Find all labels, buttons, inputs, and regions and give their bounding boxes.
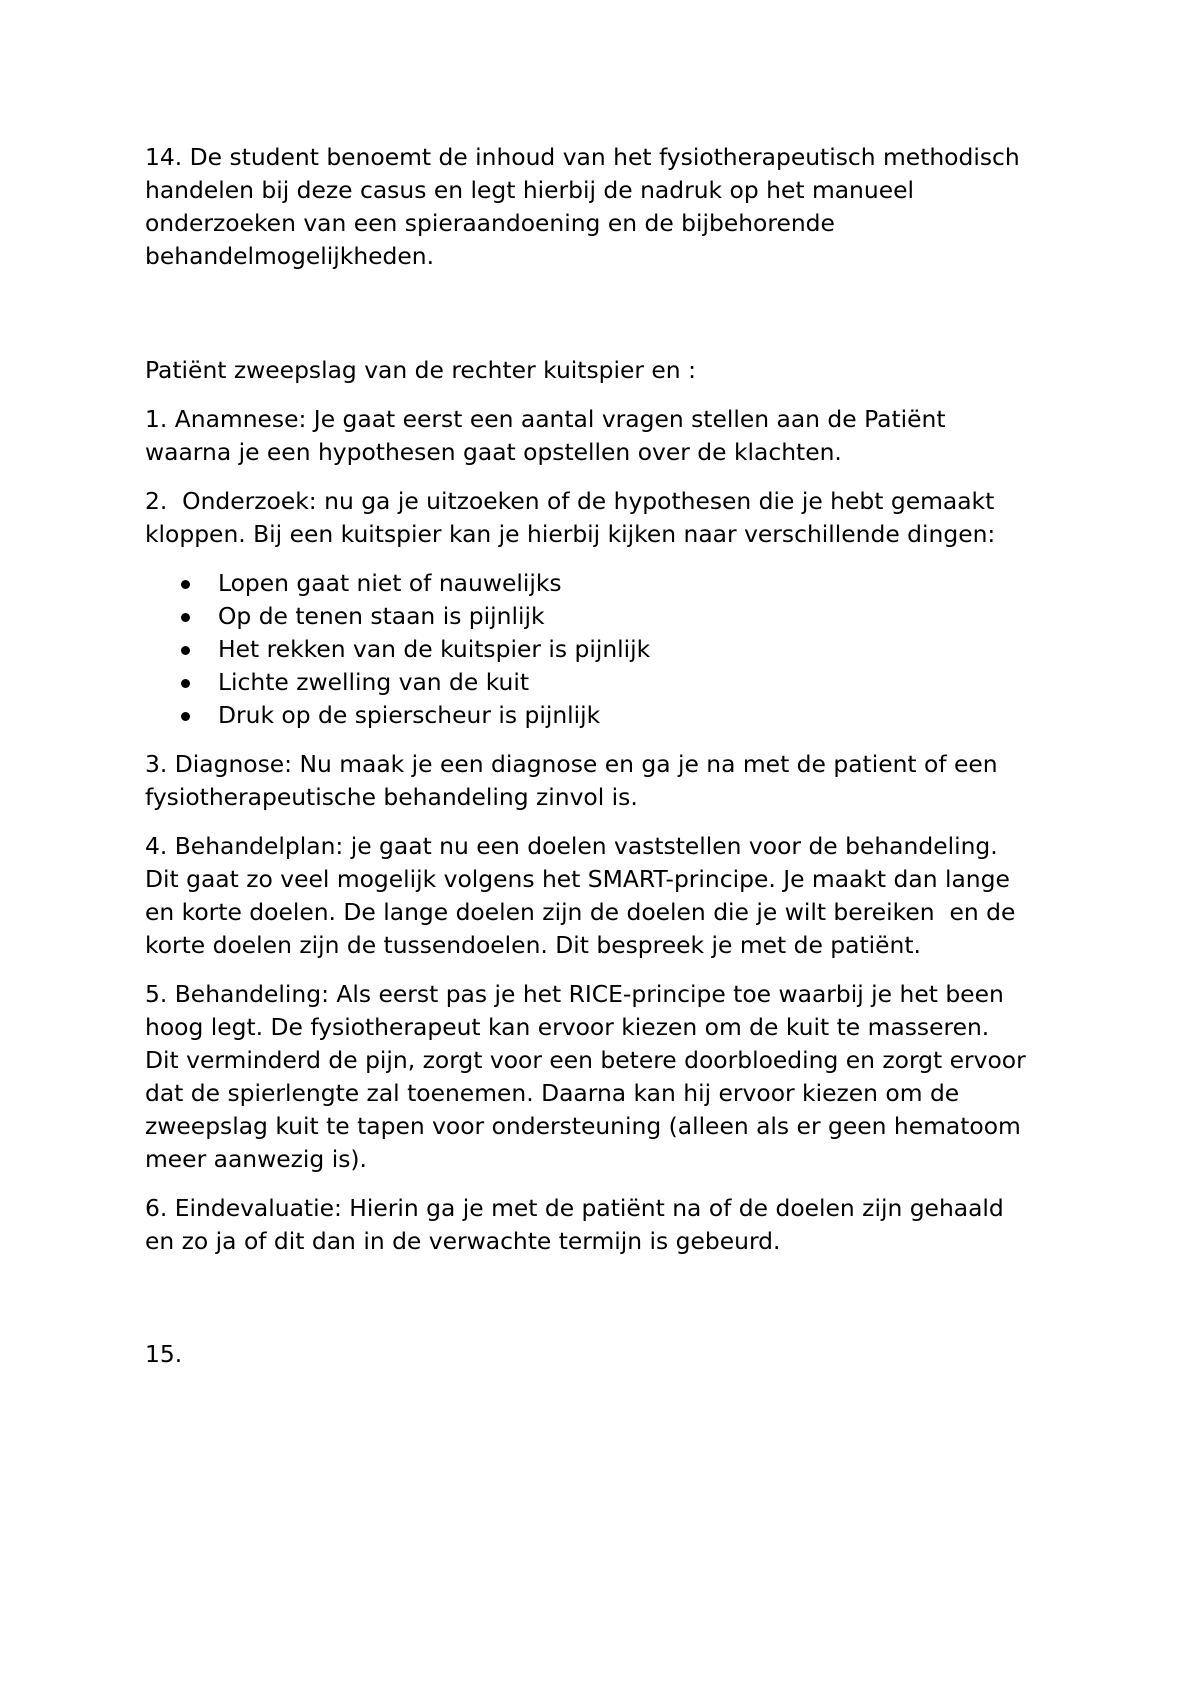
list-item: Het rekken van de kuitspier is pijnlijk [145, 633, 1075, 666]
list-item: Druk op de spierscheur is pijnlijk [145, 699, 1075, 732]
question-14: 14. De student benoemt de inhoud van het fysiotherapeutisch methodisch handelen bij deze casus en legt hierbij de nadruk op het manueel onderzoeken van een spieraandoening en de bijbehorende behandelmogelijkheden. [145, 143, 1020, 270]
bullet-icon [181, 679, 190, 688]
step-onderzoek: 2. Onderzoek: nu ga je uitzoeken of de hypothesen die je hebt gemaakt kloppen. Bij een kuitspier kan je hierbij kijken naar verschillende dingen: [145, 487, 996, 548]
step-behandelplan: 4. Behandelplan: je gaat nu een doelen vaststellen voor de behandeling. Dit gaat zo veel mogelijk volgens het SMART-principe. Je maakt dan lange en korte doelen. De lange doelen zijn de doelen die je wilt bereiken en de korte doelen zijn de tussendoelen. Dit bespreek je met de patiënt. [145, 832, 1016, 959]
bullet-icon [181, 712, 190, 721]
list-item: Lopen gaat niet of nauwelijks [145, 567, 1075, 600]
step-diagnose: 3. Diagnose: Nu maak je een diagnose en ga je na met de patient of een fysiotherapeutische behandeling zinvol is. [145, 750, 998, 811]
list-item: Lichte zwelling van de kuit [145, 666, 1075, 699]
step-anamnese: 1. Anamnese: Je gaat eerst een aantal vragen stellen aan de Patiënt waarna je een hypothesen gaat opstellen over de klachten. [145, 405, 946, 466]
symptom-list [145, 567, 1075, 732]
bullet-icon [181, 580, 190, 589]
document-body [145, 141, 1075, 1371]
bullet-icon [181, 646, 190, 655]
step-behandeling: 5. Behandeling: Als eerst pas je het RICE-principe toe waarbij je het been hoog legt. De fysiotherapeut kan ervoor kiezen om de kuit te masseren. Dit verminderd de pijn, zorgt voor een betere doorbloeding en zorgt ervoor dat de spierlengte zal toenemen. Daarna kan hij ervoor kiezen om de zweepslag kuit te tapen voor ondersteuning (alleen als er geen hematoom meer aanwezig is). [145, 980, 1026, 1173]
step-eindevaluatie: 6. Eindevaluatie: Hierin ga je met de patiënt na of de doelen zijn gehaald en zo ja of dit dan in de verwachte termijn is gebeurd. [145, 1194, 1004, 1255]
patient-line: Patiënt zweepslag van de rechter kuitspier en : [145, 356, 696, 384]
list-item: Op de tenen staan is pijnlijk [145, 600, 1075, 633]
bullet-icon [181, 613, 190, 622]
question-15: 15. [145, 1340, 183, 1368]
